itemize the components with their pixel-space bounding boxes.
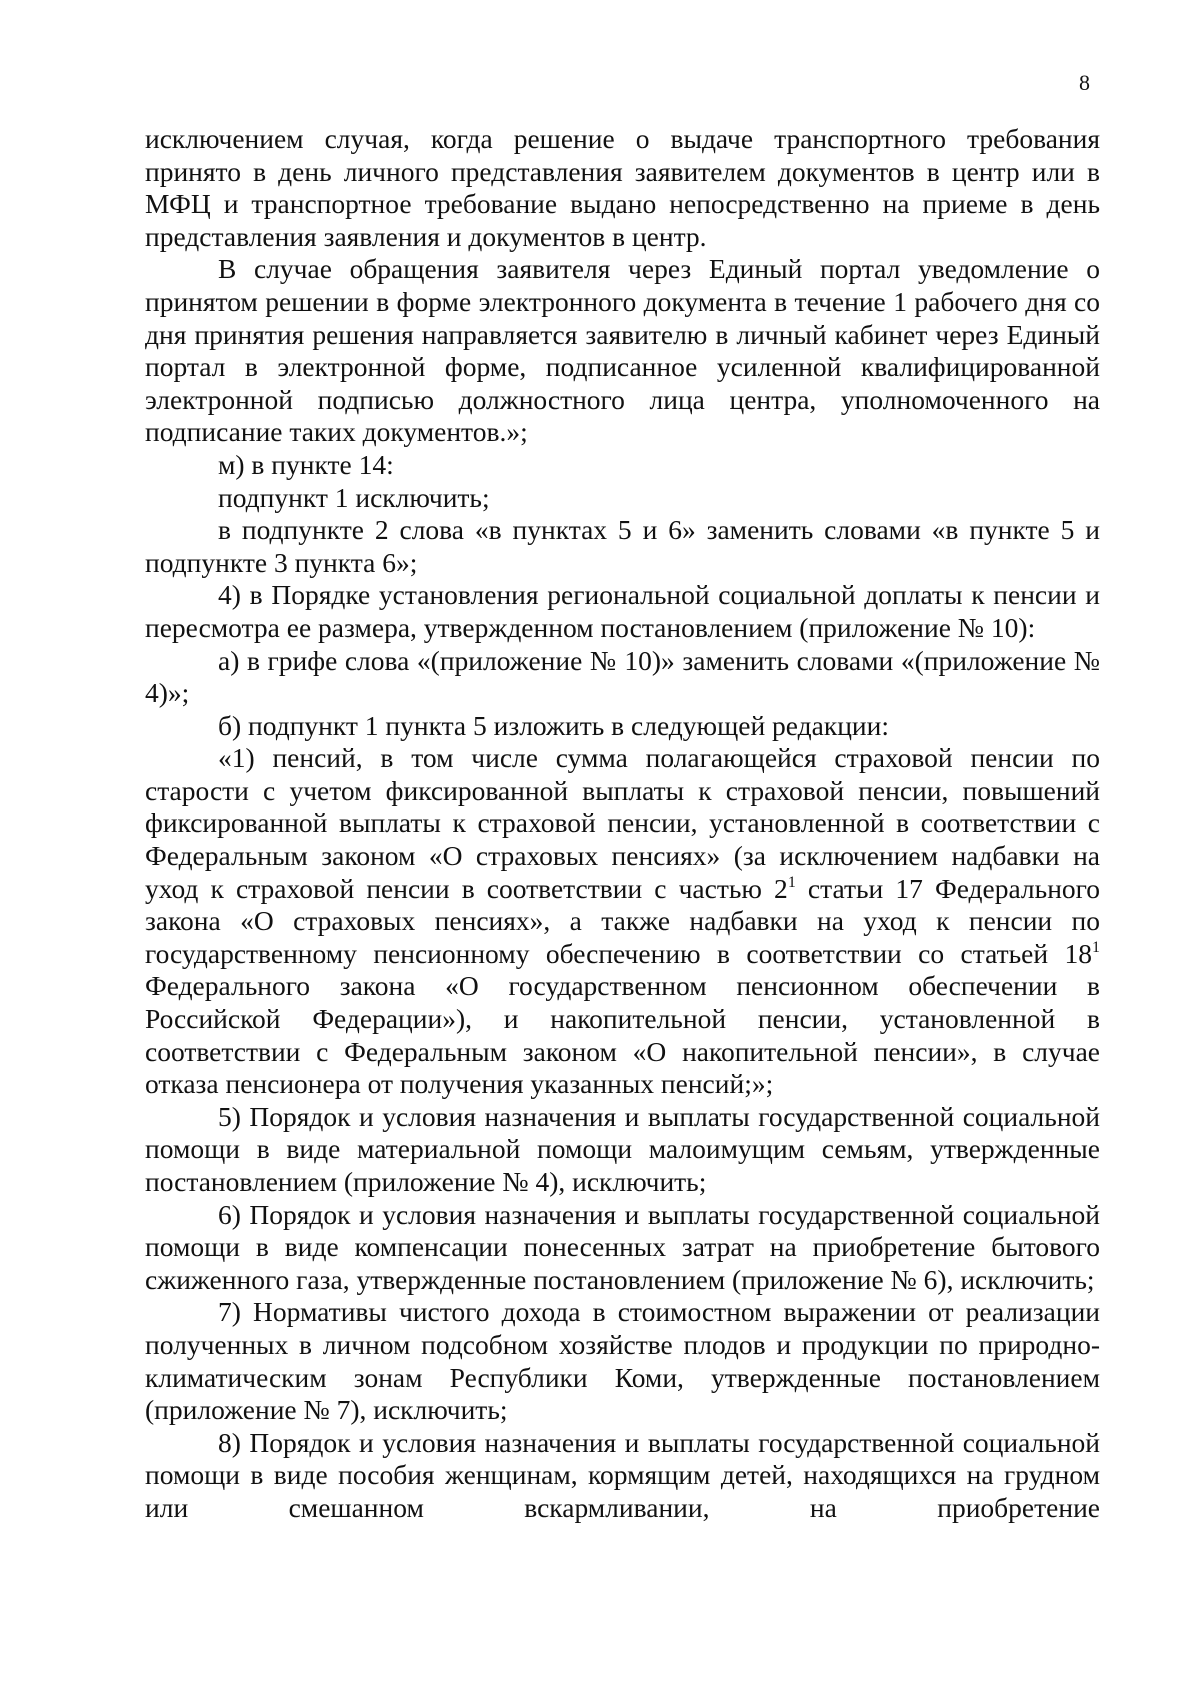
paragraph-continuation: исключением случая, когда решение о выдаче транспортного требования принято в день личного представления заявителем документов в центр или в МФЦ и транспортное требование выдано непосредственно на приеме в день представления заявления и документов в центр. <box>145 123 1100 252</box>
superscript-2: 1 <box>1092 938 1100 956</box>
pensions-text-part-3: Федерального закона «О государственном пенсионном обеспечении в Российской Федерации»), и накопительной пенсии, установленной в соответствии с Федеральным законом «О накопительной пенсии», в случае отказа пенсионера от получения указанных пенсий;»; <box>145 970 1100 1100</box>
paragraph-item-5: 5) Порядок и условия назначения и выплаты государственной социальной помощи в виде материальной помощи малоимущим семьям, утвержденные постановлением (приложение № 4), исключить; <box>145 1100 1100 1197</box>
paragraph-subitem-2: в подпункте 2 слова «в пунктах 5 и 6» заменить словами «в пункте 5 и подпункте 3 пункта 6»; <box>145 514 1100 578</box>
paragraph-item-8: 8) Порядок и условия назначения и выплаты государственной социальной помощи в виде пособия женщинам, кормящим детей, находящихся на грудном или смешанном вскармливании, на приобретение <box>145 1426 1100 1523</box>
paragraph-item-6: 6) Порядок и условия назначения и выплаты государственной социальной помощи в виде компенсации понесенных затрат на приобретение бытового сжиженного газа, утвержденные постановлением (приложение № 6), исключить; <box>145 1198 1100 1295</box>
paragraph-notification: В случае обращения заявителя через Единый портал уведомление о принятом решении в форме электронного документа в течение 1 рабочего дня со дня принятия решения направляется заявителю в личный кабинет через Единый портал в электронной форме, подписанное усиленной квалифицированной электронной подписью должностного лица центра, уполномоченного на подписание таких документов.»; <box>145 253 1100 448</box>
superscript-1: 1 <box>787 873 796 891</box>
paragraph-item-7: 7) Нормативы чистого дохода в стоимостном выражении от реализации полученных в личном подсобном хозяйстве плодов и продукции по природно-климатическим зонам Республики Коми, утвержденные постановлением (приложение № 7), исключить; <box>145 1296 1100 1426</box>
paragraph-subitem-1: подпункт 1 исключить; <box>218 481 490 513</box>
document-body <box>145 123 1100 1525</box>
pensions-text-part-2: статьи 17 Федерального закона «О страховых пенсиях», а также надбавки на уход к пенсии по государственному пенсионному обеспечению в соответствии со статьей 18 <box>145 872 1101 969</box>
page-number: 8 <box>1079 70 1090 95</box>
paragraph-item-a: а) в грифе слова «(приложение № 10)» заменить словами «(приложение № 4)»; <box>145 644 1100 709</box>
paragraph-quoted-pensions <box>145 742 1100 1101</box>
paragraph-item-4: 4) в Порядке установления региональной социальной доплаты к пенсии и пересмотра ее размера, утвержденном постановлением (приложение № 10): <box>145 579 1100 643</box>
paragraph-item-m: м) в пункте 14: <box>218 448 394 480</box>
pensions-text-part-1: «1) пенсий, в том числе сумма полагающейся страховой пенсии по старости с учетом фиксированной выплаты к страховой пенсии, повышений фиксированной выплаты к страховой пенсии, установленной в соответствии с Федеральным законом «О страховых пенсиях» (за исключением надбавки на уход к страховой пенсии в соответствии с частью 2 <box>145 742 1100 904</box>
paragraph-item-b: б) подпункт 1 пункта 5 изложить в следующей редакции: <box>218 709 889 741</box>
